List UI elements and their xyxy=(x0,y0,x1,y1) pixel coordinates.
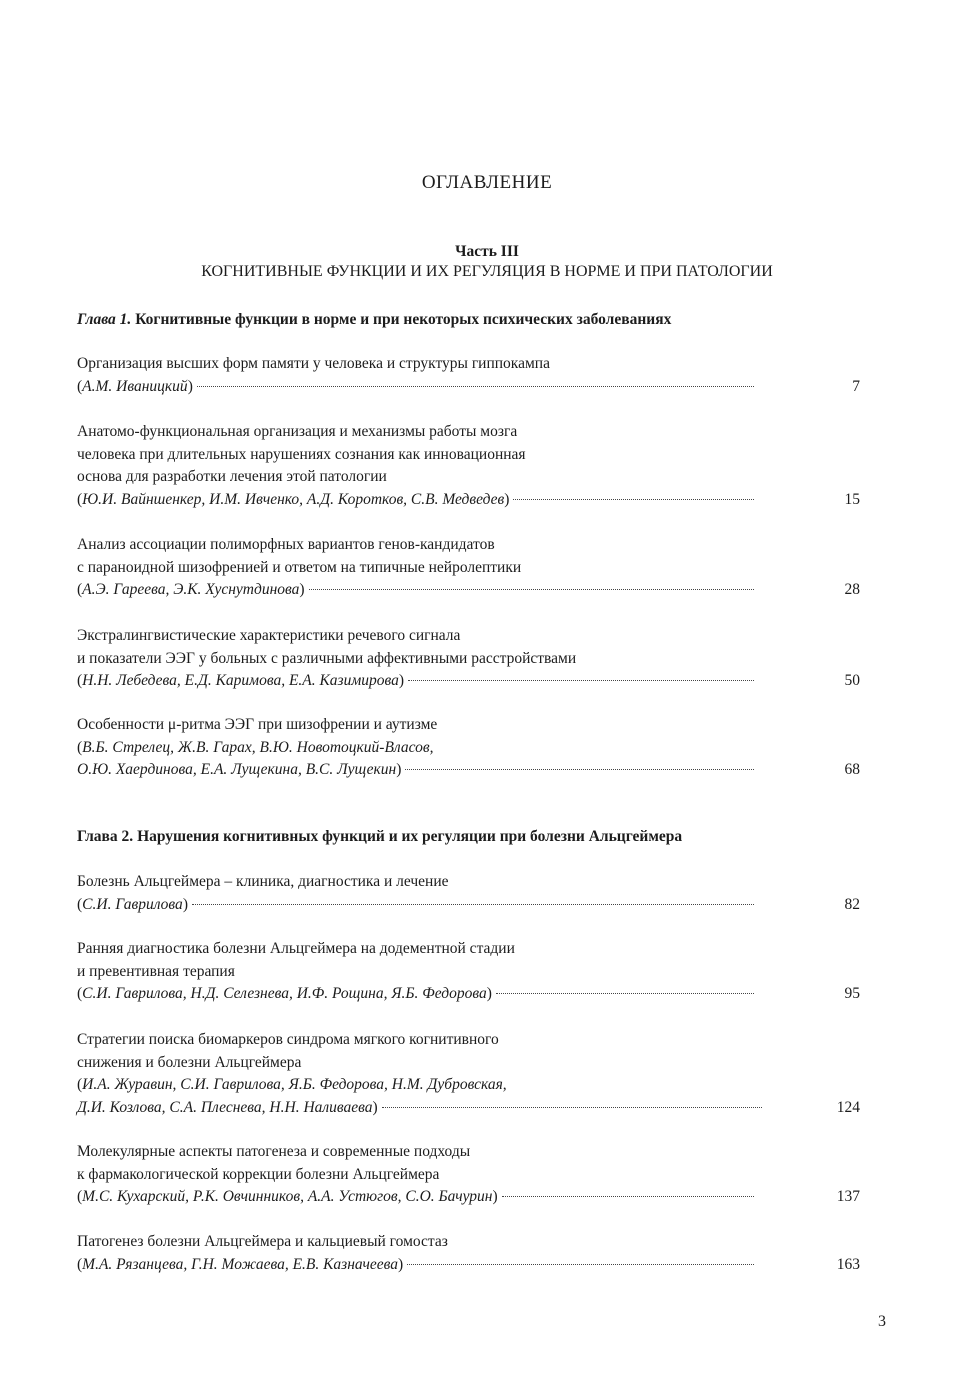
dot-leader xyxy=(496,992,754,994)
dot-leader xyxy=(382,1106,762,1108)
entry-title-line: Ранняя диагностика болезни Альцгеймера на додементной стадии xyxy=(77,940,515,957)
entry-authors: (Н.Н. Лебедева, Е.Д. Каримова, Е.А. Казимирова) xyxy=(77,672,405,689)
toc-entry[interactable] xyxy=(77,938,860,1006)
toc-entry[interactable] xyxy=(77,353,860,398)
part-title: КОГНИТИВНЫЕ ФУНКЦИИ И ИХ РЕГУЛЯЦИЯ В НОРМЕ И ПРИ ПАТОЛОГИИ xyxy=(201,263,773,280)
entry-page-number: 82 xyxy=(844,895,860,913)
entry-authors: О.Ю. Хаердинова, Е.А. Лущекина, В.С. Лущекин) xyxy=(77,761,402,778)
entry-title-line: и показатели ЭЭГ у больных с различными аффективными расстройствами xyxy=(77,649,577,667)
entry-authors-line: (И.А. Журавин, С.И. Гаврилова, Я.Б. Федорова, Н.М. Дубровская, xyxy=(77,1076,507,1093)
entry-title-line: Анатомо-функциональная организация и механизмы работы мозга xyxy=(77,423,518,440)
entry-authors: (А.М. Иваницкий) xyxy=(77,377,193,395)
entry-authors: (Ю.И. Вайншенкер, И.М. Ивченко, А.Д. Коротков, С.В. Медведев) xyxy=(77,490,510,508)
toc-entry[interactable] xyxy=(77,1231,860,1276)
toc-entry[interactable] xyxy=(77,534,860,602)
chapter-2-heading xyxy=(77,828,877,846)
entry-page-number: 124 xyxy=(836,1098,860,1116)
entry-page-number: 137 xyxy=(836,1188,860,1205)
dot-leader xyxy=(513,498,754,500)
entry-title-line: с параноидной шизофренией и ответом на типичные нейролептики xyxy=(77,558,522,576)
entry-title-line: Болезнь Альцгеймера – клиника, диагностика и лечение xyxy=(77,873,449,890)
dot-leader xyxy=(192,903,754,905)
entry-page-number: 50 xyxy=(844,672,860,689)
entry-authors: Д.И. Козлова, С.А. Плеснева, Н.Н. Наливаева) xyxy=(77,1098,378,1116)
toc-entry[interactable] xyxy=(77,1141,860,1209)
chapter-1-title: Когнитивные функции в норме и при некоторых психических заболеваниях xyxy=(135,311,672,328)
entry-page-number: 15 xyxy=(844,490,860,508)
entry-title-line: и превентивная терапия xyxy=(77,962,235,980)
entry-authors: (М.А. Рязанцева, Г.Н. Можаева, Е.В. Казначеева) xyxy=(77,1255,404,1273)
entry-title-line: Экстралингвистические характеристики речевого сигнала xyxy=(77,627,461,644)
entry-page-number: 28 xyxy=(844,581,860,598)
dot-leader xyxy=(405,768,754,770)
entry-title-line: основа для разработки лечения этой патологии xyxy=(77,468,387,485)
dot-leader xyxy=(407,1263,754,1265)
toc-entry[interactable] xyxy=(77,1029,860,1119)
entry-title-line: к фармакологической коррекции болезни Альцгеймера xyxy=(77,1165,440,1183)
entry-authors-line: (В.Б. Стрелец, Ж.В. Гарах, В.Ю. Новотоцкий-Власов, xyxy=(77,738,434,756)
toc-entry[interactable] xyxy=(77,625,860,693)
entry-title-line: Организация высших форм памяти у человека и структуры гиппокампа xyxy=(77,355,550,372)
part-label: Часть III xyxy=(455,243,519,260)
entry-title-line: Патогенез болезни Альцгеймера и кальциевый гомостаз xyxy=(77,1233,448,1250)
entry-title-line: человека при длительных нарушениях сознания как инновационная xyxy=(77,445,526,463)
entry-authors: (С.И. Гаврилова, Н.Д. Селезнева, И.Ф. Рощина, Я.Б. Федорова) xyxy=(77,985,492,1002)
page-title: ОГЛАВЛЕНИЕ xyxy=(421,172,553,193)
chapter-1-prefix: Глава 1. xyxy=(77,311,132,328)
dot-leader xyxy=(309,588,754,590)
entry-page-number: 68 xyxy=(844,761,860,778)
dot-leader xyxy=(197,385,754,387)
entry-title-line: снижения и болезни Альцгеймера xyxy=(77,1053,302,1071)
toc-entry[interactable] xyxy=(77,714,860,782)
entry-title-line: Стратегии поиска биомаркеров синдрома мягкого когнитивного xyxy=(77,1031,499,1048)
entry-authors: (А.Э. Гареева, Э.К. Хуснутдинова) xyxy=(77,581,305,598)
entry-title-line: Молекулярные аспекты патогенеза и современные подходы xyxy=(77,1143,471,1160)
entry-title-line: Особенности μ-ритма ЭЭГ при шизофрении и аутизме xyxy=(77,716,438,733)
entry-authors: (М.С. Кухарский, Р.К. Овчинников, А.А. Устюгов, С.О. Бачурин) xyxy=(77,1188,498,1205)
entry-page-number: 95 xyxy=(844,985,860,1002)
entry-authors: (С.И. Гаврилова) xyxy=(77,895,188,913)
chapter-2-prefix: Глава 2. xyxy=(77,828,134,845)
chapter-2-title: Нарушения когнитивных функций и их регуляции при болезни Альцгеймера xyxy=(137,828,683,845)
dot-leader xyxy=(502,1195,754,1197)
toc-entry[interactable] xyxy=(77,421,860,511)
toc-entry[interactable] xyxy=(77,871,860,916)
entry-title-line: Анализ ассоциации полиморфных вариантов генов-кандидатов xyxy=(77,536,495,553)
entry-page-number: 163 xyxy=(836,1255,860,1273)
entry-page-number: 7 xyxy=(852,377,860,395)
chapter-1-heading xyxy=(77,311,877,329)
page-number: 3 xyxy=(878,1313,886,1330)
dot-leader xyxy=(408,679,754,681)
